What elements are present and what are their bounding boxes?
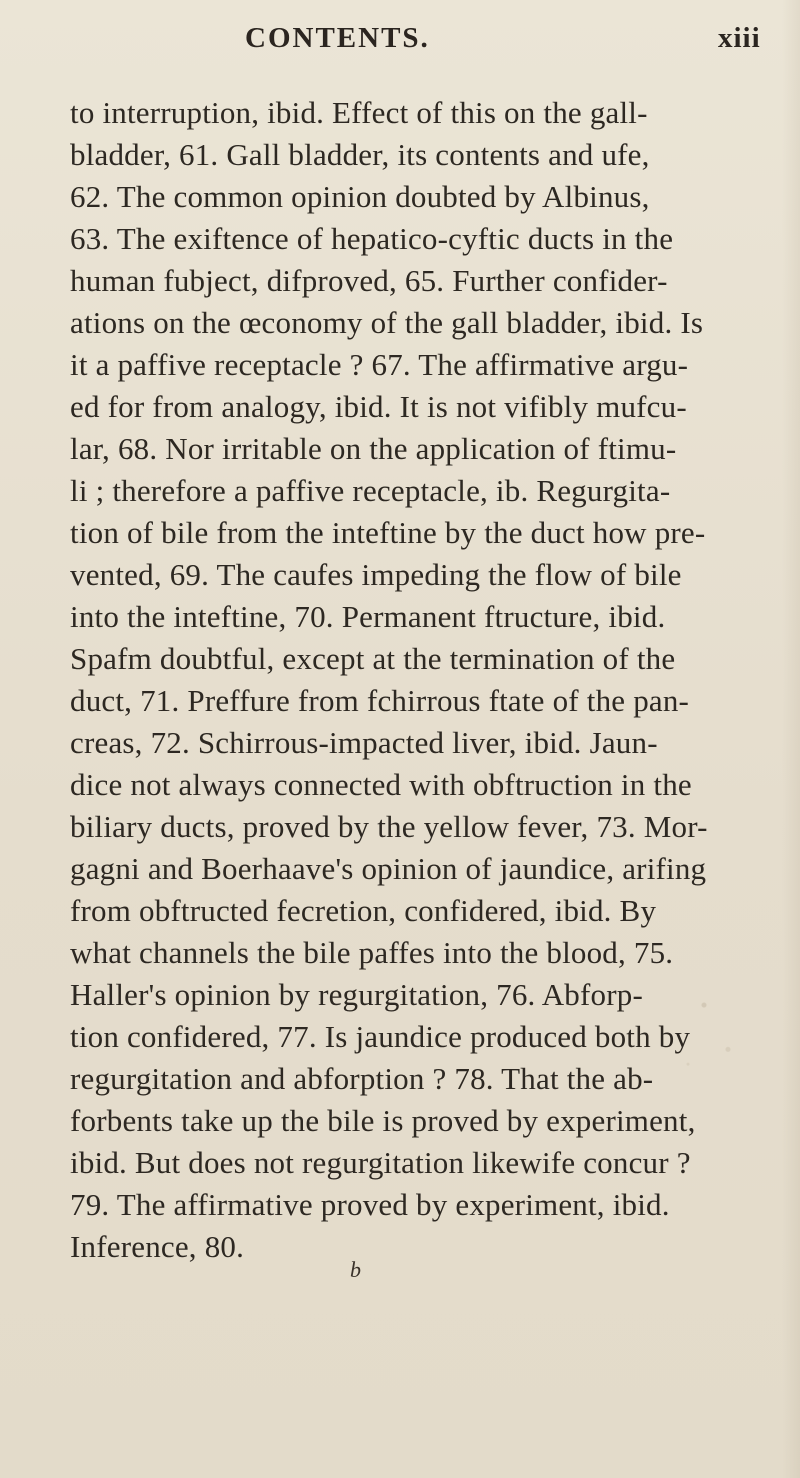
text-line: li ; therefore a paffive receptacle, ib. Regurgita- <box>70 473 671 508</box>
text-line: forbents take up the bile is proved by experiment, <box>70 1103 696 1138</box>
page-header <box>0 22 800 62</box>
text-line: human fubject, difproved, 65. Further confider- <box>70 263 668 298</box>
text-line: dice not always connected with obftruction in the <box>70 767 692 802</box>
text-line: Haller's opinion by regurgitation, 76. Abforp- <box>70 977 643 1012</box>
text-line: 63. The exiftence of hepatico-cyftic ducts in the <box>70 221 674 256</box>
text-line: 79. The affirmative proved by experiment, ibid. <box>70 1187 670 1222</box>
text-line: vented, 69. The caufes impeding the flow of bile <box>70 557 682 592</box>
text-line: ed for from analogy, ibid. It is not vifibly mufcu- <box>70 389 687 424</box>
text-line: ibid. But does not regurgitation likewife concur ? <box>70 1145 691 1180</box>
text-line: duct, 71. Preffure from fchirrous ftate of the pan- <box>70 683 690 718</box>
signature-mark: b <box>350 1257 361 1282</box>
page-number: xiii <box>718 22 761 54</box>
text-line: tion confidered, 77. Is jaundice produced both by <box>70 1019 691 1054</box>
text-line: to interruption, ibid. Effect of this on the gall- <box>70 95 648 130</box>
text-line: what channels the bile paffes into the blood, 75. <box>70 935 674 970</box>
text-line: Inference, 80. <box>70 1229 245 1264</box>
text-line: bladder, 61. Gall bladder, its contents and ufe, <box>70 137 650 172</box>
contents-text <box>70 92 730 1362</box>
text-line: creas, 72. Schirrous-impacted liver, ibid. Jaun- <box>70 725 658 760</box>
text-line: from obftructed fecretion, confidered, ibid. By <box>70 893 657 928</box>
text-line: gagni and Boerhaave's opinion of jaundice, arifing <box>70 851 707 886</box>
text-line: biliary ducts, proved by the yellow fever, 73. Mor- <box>70 809 708 844</box>
text-line: regurgitation and abforption ? 78. That the ab- <box>70 1061 654 1096</box>
text-line: Spafm doubtful, except at the termination of the <box>70 641 676 676</box>
text-line: it a paffive receptacle ? 67. The affirmative argu- <box>70 347 689 382</box>
text-line: into the inteftine, 70. Permanent ftructure, ibid. <box>70 599 666 634</box>
text-line: lar, 68. Nor irritable on the application of ftimu- <box>70 431 677 466</box>
running-head: CONTENTS. <box>245 22 430 54</box>
page-edge-shadow <box>782 0 800 1478</box>
text-line: ations on the œconomy of the gall bladder, ibid. Is <box>70 305 704 340</box>
text-line: 62. The common opinion doubted by Albinus, <box>70 179 650 214</box>
text-line: tion of bile from the inteftine by the duct how pre- <box>70 515 706 550</box>
